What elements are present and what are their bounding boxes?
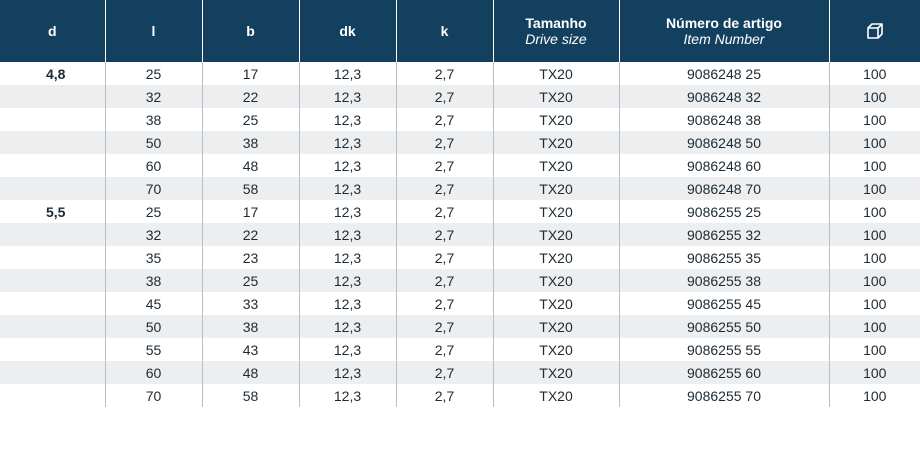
cell-d <box>0 361 105 384</box>
cell-drive-size: TX20 <box>493 131 619 154</box>
cell-l: 38 <box>105 108 202 131</box>
cell-k: 2,7 <box>396 177 493 200</box>
cell-dk: 12,3 <box>299 154 396 177</box>
cell-k: 2,7 <box>396 108 493 131</box>
cell-b: 23 <box>202 246 299 269</box>
cell-d <box>0 292 105 315</box>
cell-dk: 12,3 <box>299 246 396 269</box>
cell-dk: 12,3 <box>299 177 396 200</box>
cell-l: 60 <box>105 154 202 177</box>
cell-k: 2,7 <box>396 246 493 269</box>
cell-drive-size: TX20 <box>493 361 619 384</box>
cell-l: 50 <box>105 131 202 154</box>
cell-l: 32 <box>105 85 202 108</box>
cell-k: 2,7 <box>396 361 493 384</box>
cell-drive-size: TX20 <box>493 384 619 407</box>
header-drive-size <box>493 0 619 62</box>
box-icon <box>865 21 885 41</box>
cell-l: 32 <box>105 223 202 246</box>
cell-d <box>0 384 105 407</box>
cell-b: 22 <box>202 223 299 246</box>
cell-dk: 12,3 <box>299 131 396 154</box>
cell-dk: 12,3 <box>299 200 396 223</box>
cell-item-number: 9086255 45 <box>619 292 829 315</box>
cell-d <box>0 315 105 338</box>
cell-d <box>0 338 105 361</box>
header-item-subtitle: Item Number <box>683 31 765 47</box>
cell-b: 33 <box>202 292 299 315</box>
cell-l: 35 <box>105 246 202 269</box>
cell-dk: 12,3 <box>299 269 396 292</box>
cell-l: 38 <box>105 269 202 292</box>
cell-pack-quantity: 100 <box>863 295 887 312</box>
cell-pack-quantity: 100 <box>863 203 887 220</box>
cell-k: 2,7 <box>396 200 493 223</box>
cell-dk: 12,3 <box>299 292 396 315</box>
cell-k: 2,7 <box>396 269 493 292</box>
table-row <box>0 246 920 269</box>
cell-b: 17 <box>202 62 299 85</box>
header-drive-title: Tamanho <box>525 15 587 31</box>
cell-b: 17 <box>202 200 299 223</box>
cell-l: 25 <box>105 62 202 85</box>
cell-pack-quantity: 100 <box>829 269 920 292</box>
cell-d <box>0 269 105 292</box>
cell-item-number: 9086255 32 <box>619 223 829 246</box>
cell-pack-quantity: 100 <box>829 223 920 246</box>
cell-pack-quantity: 100 <box>829 131 920 154</box>
cell-drive-size: TX20 <box>493 292 619 315</box>
cell-item-number: 9086248 60 <box>619 154 829 177</box>
cell-pack-quantity: 100 <box>863 65 887 82</box>
cell-k: 2,7 <box>396 62 493 85</box>
cell-item-number: 9086255 38 <box>619 269 829 292</box>
cell-b: 58 <box>202 177 299 200</box>
table-row <box>0 62 920 85</box>
cell-b: 25 <box>202 108 299 131</box>
cell-drive-size: TX20 <box>493 177 619 200</box>
header-drive-subtitle: Drive size <box>525 31 587 47</box>
table-row <box>0 361 920 384</box>
cell-b: 38 <box>202 131 299 154</box>
cell-k: 2,7 <box>396 384 493 407</box>
cell-dk: 12,3 <box>299 223 396 246</box>
cell-b: 48 <box>202 361 299 384</box>
cell-item-number: 9086255 55 <box>619 338 829 361</box>
cell-d <box>0 131 105 154</box>
cell-drive-size: TX20 <box>493 108 619 131</box>
cell-k: 2,7 <box>396 223 493 246</box>
header-dk: dk <box>299 0 396 62</box>
cell-pack-quantity: 100 <box>863 111 887 128</box>
cell-l: 70 <box>105 384 202 407</box>
cell-drive-size: TX20 <box>493 246 619 269</box>
cell-item-number: 9086255 50 <box>619 315 829 338</box>
cell-item-number: 9086248 50 <box>619 131 829 154</box>
cell-d <box>0 246 105 269</box>
cell-item-number: 9086248 32 <box>619 85 829 108</box>
cell-l: 45 <box>105 292 202 315</box>
cell-drive-size: TX20 <box>493 338 619 361</box>
header-d: d <box>0 0 105 62</box>
cell-l: 60 <box>105 361 202 384</box>
cell-drive-size: TX20 <box>493 200 619 223</box>
table-row <box>0 338 920 361</box>
cell-pack-quantity: 100 <box>863 387 887 404</box>
cell-drive-size: TX20 <box>493 269 619 292</box>
cell-b: 25 <box>202 269 299 292</box>
cell-pack-quantity: 100 <box>863 157 887 174</box>
cell-k: 2,7 <box>396 315 493 338</box>
cell-d <box>0 177 105 200</box>
cell-drive-size: TX20 <box>493 62 619 85</box>
header-b: b <box>202 0 299 62</box>
cell-l: 55 <box>105 338 202 361</box>
table-row <box>0 384 920 407</box>
table-row <box>0 292 920 315</box>
header-pack-quantity <box>829 0 920 62</box>
table-row <box>0 315 920 338</box>
cell-dk: 12,3 <box>299 315 396 338</box>
cell-k: 2,7 <box>396 131 493 154</box>
cell-item-number: 9086255 60 <box>619 361 829 384</box>
cell-dk: 12,3 <box>299 338 396 361</box>
table-header <box>0 0 920 62</box>
cell-pack-quantity: 100 <box>829 85 920 108</box>
cell-k: 2,7 <box>396 292 493 315</box>
cell-item-number: 9086248 38 <box>619 108 829 131</box>
cell-pack-quantity: 100 <box>829 177 920 200</box>
table-row <box>0 108 920 131</box>
cell-pack-quantity: 100 <box>863 341 887 358</box>
cell-drive-size: TX20 <box>493 315 619 338</box>
cell-l: 25 <box>105 200 202 223</box>
header-item-number <box>619 0 829 62</box>
cell-item-number: 9086255 35 <box>619 246 829 269</box>
cell-drive-size: TX20 <box>493 85 619 108</box>
table-row <box>0 85 920 108</box>
cell-item-number: 9086255 25 <box>619 200 829 223</box>
cell-b: 43 <box>202 338 299 361</box>
table-body <box>0 62 920 407</box>
cell-k: 2,7 <box>396 338 493 361</box>
table-row <box>0 177 920 200</box>
cell-dk: 12,3 <box>299 85 396 108</box>
cell-b: 48 <box>202 154 299 177</box>
cell-k: 2,7 <box>396 85 493 108</box>
cell-item-number: 9086248 70 <box>619 177 829 200</box>
cell-d <box>0 85 105 108</box>
cell-b: 58 <box>202 384 299 407</box>
cell-d: 4,8 <box>0 62 105 85</box>
cell-l: 50 <box>105 315 202 338</box>
cell-dk: 12,3 <box>299 361 396 384</box>
table-row <box>0 223 920 246</box>
cell-l: 70 <box>105 177 202 200</box>
table-row <box>0 131 920 154</box>
header-l: l <box>105 0 202 62</box>
cell-d <box>0 154 105 177</box>
cell-pack-quantity: 100 <box>829 315 920 338</box>
header-item-title: Número de artigo <box>666 15 782 31</box>
cell-item-number: 9086248 25 <box>619 62 829 85</box>
cell-dk: 12,3 <box>299 384 396 407</box>
cell-k: 2,7 <box>396 154 493 177</box>
table-row <box>0 269 920 292</box>
cell-dk: 12,3 <box>299 108 396 131</box>
cell-b: 22 <box>202 85 299 108</box>
table-row <box>0 154 920 177</box>
cell-pack-quantity: 100 <box>863 249 887 266</box>
cell-d <box>0 108 105 131</box>
cell-item-number: 9086255 70 <box>619 384 829 407</box>
cell-dk: 12,3 <box>299 62 396 85</box>
cell-drive-size: TX20 <box>493 154 619 177</box>
cell-d: 5,5 <box>0 200 105 223</box>
cell-b: 38 <box>202 315 299 338</box>
table-row <box>0 200 920 223</box>
cell-pack-quantity: 100 <box>829 361 920 384</box>
cell-d <box>0 223 105 246</box>
cell-drive-size: TX20 <box>493 223 619 246</box>
header-k: k <box>396 0 493 62</box>
